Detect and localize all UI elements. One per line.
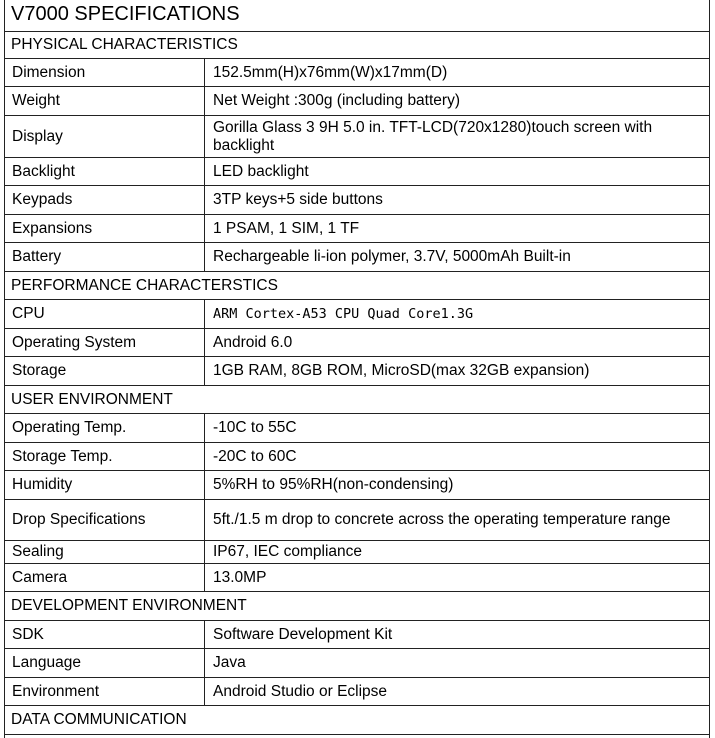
table-row xyxy=(5,158,709,186)
row-value: IP67, IEC compliance xyxy=(213,543,363,560)
table-row xyxy=(5,243,709,272)
row-value: -20C to 60C xyxy=(213,447,297,465)
table-row xyxy=(5,471,709,500)
table-row xyxy=(5,186,709,215)
row-value: 1GB RAM, 8GB ROM, MicroSD(max 32GB expansion) xyxy=(213,362,590,379)
row-value: Java xyxy=(213,654,246,671)
page-title: V7000 SPECIFICATIONS xyxy=(5,0,709,32)
section-physical: PHYSICAL CHARACTERISTICS xyxy=(5,32,709,59)
row-key: Display xyxy=(5,116,205,157)
table-row xyxy=(5,621,709,649)
table-row xyxy=(5,678,709,706)
row-key: Storage Temp. xyxy=(5,443,205,470)
table-row xyxy=(5,541,709,564)
table-row xyxy=(5,500,709,541)
spec-sheet xyxy=(4,0,710,738)
row-value: 13.0MP xyxy=(213,568,267,586)
table-row xyxy=(5,443,709,471)
table-row xyxy=(5,329,709,357)
row-value: Gorilla Glass 3 9H 5.0 in. TFT-LCD(720x1280)touch screen with backlight xyxy=(213,118,653,154)
row-key: Camera xyxy=(5,564,205,591)
table-row xyxy=(5,564,709,592)
row-value: LED backlight xyxy=(213,162,309,180)
row-value: Software Development Kit xyxy=(213,625,393,643)
row-key: Humidity xyxy=(5,471,205,499)
row-value: 5ft./1.5 m drop to concrete across the operating temperature range xyxy=(213,511,671,528)
row-key: Battery xyxy=(5,243,205,271)
table-row xyxy=(5,116,709,158)
table-row xyxy=(5,414,709,443)
table-row xyxy=(5,87,709,116)
table-row xyxy=(5,300,709,329)
row-key: Sealing xyxy=(5,541,205,563)
row-key: Environment xyxy=(5,678,205,705)
table-row xyxy=(5,357,709,386)
row-key: Operating System xyxy=(5,329,205,356)
row-key: Weight xyxy=(5,87,205,115)
table-row xyxy=(5,59,709,87)
row-value: 3TP keys+5 side buttons xyxy=(213,191,383,208)
row-key: Expansions xyxy=(5,215,205,242)
row-key: Language xyxy=(5,649,205,677)
row-value: 1 PSAM, 1 SIM, 1 TF xyxy=(213,219,360,237)
table-row xyxy=(5,215,709,243)
row-key: Keypads xyxy=(5,186,205,214)
row-key: Operating Temp. xyxy=(5,414,205,442)
section-user-environment: USER ENVIRONMENT xyxy=(5,386,709,414)
table-row xyxy=(5,649,709,678)
row-value: ARM Cortex-A53 CPU Quad Core1.3G xyxy=(213,306,474,322)
section-data-communication: DATA COMMUNICATION xyxy=(5,706,709,735)
row-value: 5%RH to 95%RH(non-condensing) xyxy=(213,476,454,493)
row-value: Rechargeable li-ion polymer, 3.7V, 5000mAh Built-in xyxy=(213,248,571,265)
row-value: -10C to 55C xyxy=(213,419,297,436)
row-value: Net Weight :300g (including battery) xyxy=(213,92,460,109)
row-key: CPU xyxy=(5,300,205,328)
section-development-environment: DEVELOPMENT ENVIRONMENT xyxy=(5,592,709,621)
row-key: Storage xyxy=(5,357,205,385)
row-key: Dimension xyxy=(5,59,205,86)
row-key: SDK xyxy=(5,621,205,648)
row-value: Android Studio or Eclipse xyxy=(213,682,388,700)
section-performance: PERFORMANCE CHARACTERSTICS xyxy=(5,272,709,300)
row-value: Android 6.0 xyxy=(213,333,293,351)
row-value: 152.5mm(H)x76mm(W)x17mm(D) xyxy=(213,63,448,81)
row-key: Drop Specifications xyxy=(5,500,205,540)
row-key: Backlight xyxy=(5,158,205,185)
